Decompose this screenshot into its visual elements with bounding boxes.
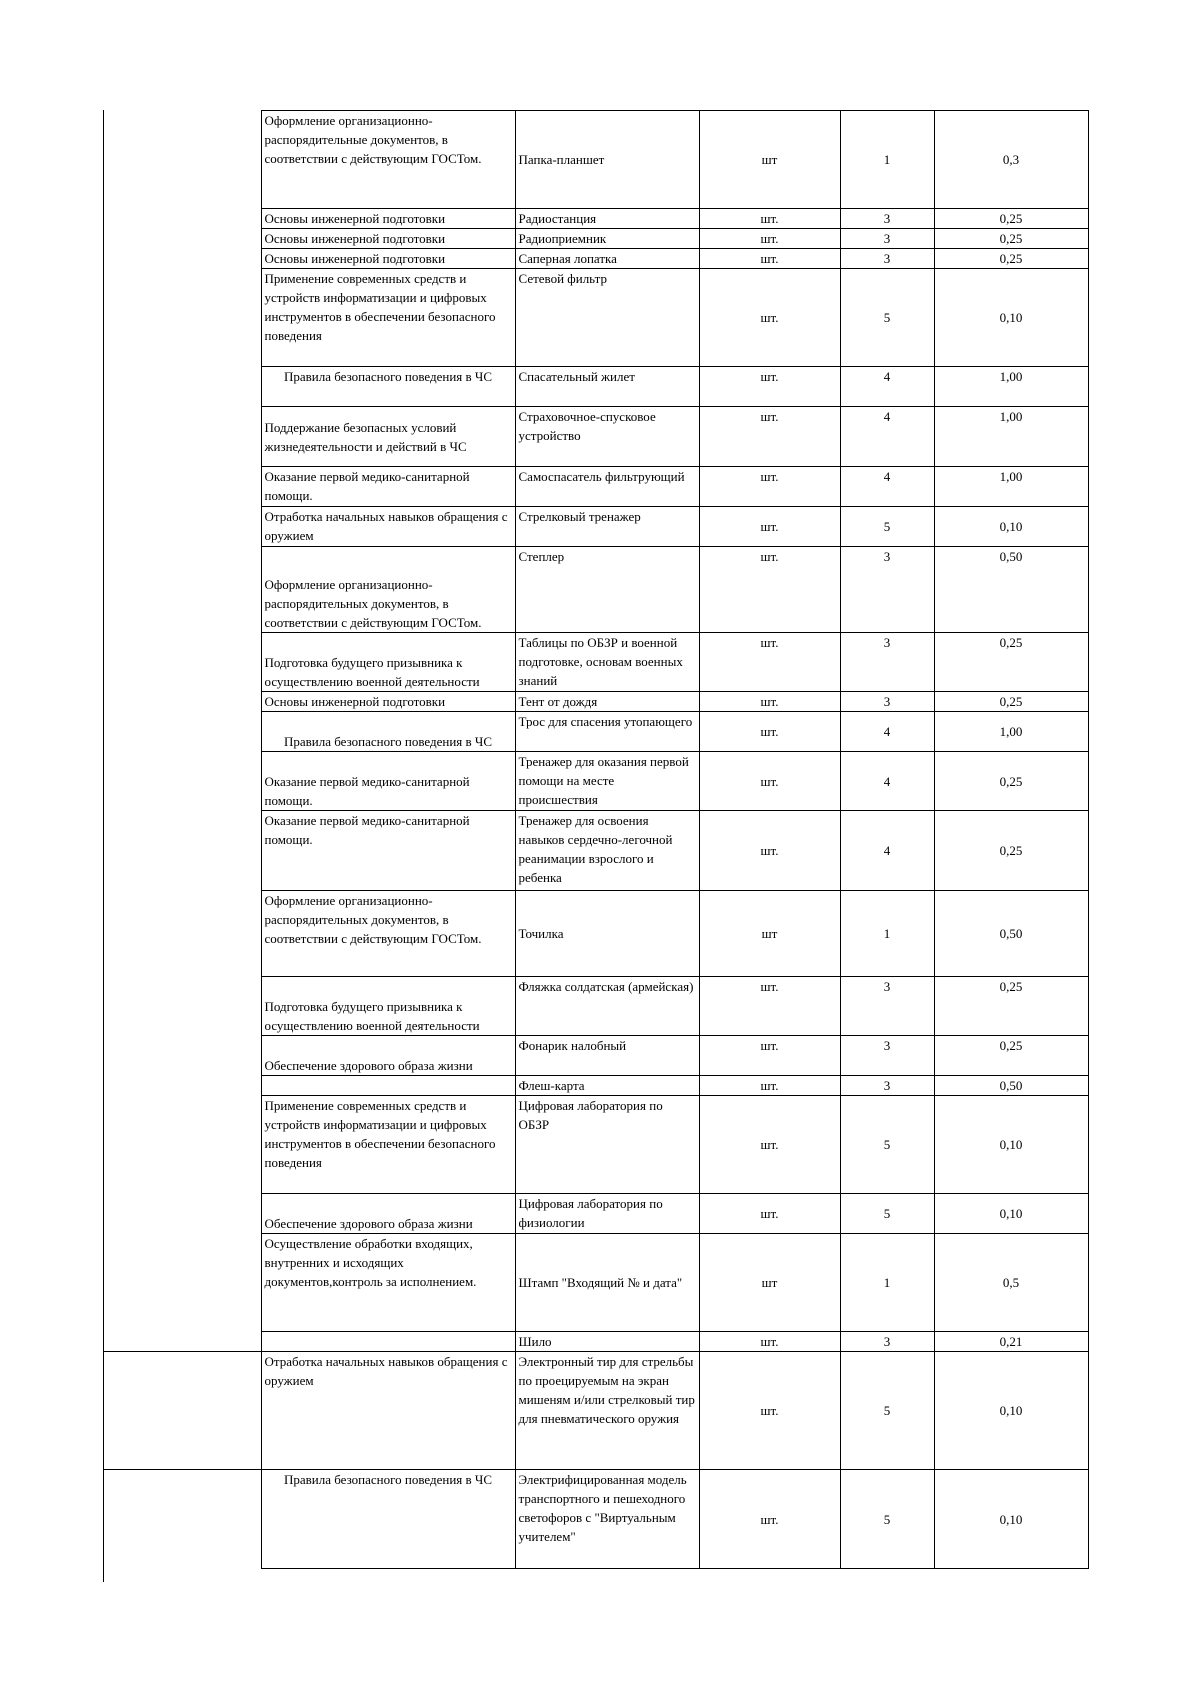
item-name-cell: Точилка [515,891,699,977]
unit-cell: шт [699,1234,840,1332]
value-cell: 0,10 [934,507,1088,547]
value-cell: 0,25 [934,752,1088,811]
row-margin-cell [103,712,261,752]
item-name-cell: Стрелковый тренажер [515,507,699,547]
table-row [103,229,1088,249]
quantity-cell: 3 [840,633,934,692]
row-margin-cell [103,752,261,811]
topic-cell: Подготовка будущего призывника к осуществлению военной деятельности [261,977,515,1036]
row-margin-cell [103,467,261,507]
table-row [103,1470,1088,1569]
row-margin-cell [103,249,261,269]
value-cell: 0,25 [934,229,1088,249]
quantity-cell: 5 [840,1352,934,1470]
item-name-cell: Радиоприемник [515,229,699,249]
row-margin-cell [103,1234,261,1332]
quantity-cell: 5 [840,269,934,367]
unit-cell: шт. [699,1470,840,1569]
quantity-cell: 1 [840,891,934,977]
value-cell: 0,10 [934,1194,1088,1234]
table-row [103,811,1088,891]
topic-cell: Правила безопасного поведения в ЧС [261,712,515,752]
quantity-cell: 5 [840,1194,934,1234]
item-name-cell: Степлер [515,547,699,633]
table-row [103,1352,1088,1470]
row-margin-cell [103,1194,261,1234]
value-cell: 1,00 [934,712,1088,752]
topic-cell: Правила безопасного поведения в ЧС [261,367,515,407]
unit-cell: шт. [699,407,840,467]
unit-cell: шт. [699,209,840,229]
item-name-cell: Тент от дождя [515,692,699,712]
value-cell: 1,00 [934,367,1088,407]
quantity-cell: 5 [840,1470,934,1569]
item-name-cell: Цифровая лаборатория по физиологии [515,1194,699,1234]
quantity-cell: 3 [840,1036,934,1076]
item-name-cell: Саперная лопатка [515,249,699,269]
topic-cell: Осуществление обработки входящих, внутренних и исходящих документов,контроль за исполнением. [261,1234,515,1332]
row-margin-cell [103,891,261,977]
quantity-cell: 3 [840,547,934,633]
topic-cell: Отработка начальных навыков обращения с оружием [261,507,515,547]
table-row [103,1234,1088,1332]
item-name-cell: Сетевой фильтр [515,269,699,367]
unit-cell: шт. [699,811,840,891]
unit-cell: шт [699,111,840,209]
table-row [103,507,1088,547]
value-cell: 0,5 [934,1234,1088,1332]
quantity-cell: 1 [840,111,934,209]
item-name-cell: Штамп "Входящий № и дата" [515,1234,699,1332]
unit-cell: шт. [699,1332,840,1352]
quantity-cell: 3 [840,1076,934,1096]
quantity-cell: 4 [840,811,934,891]
item-name-cell: Флеш-карта [515,1076,699,1096]
topic-cell: Основы инженерной подготовки [261,692,515,712]
topic-cell: Поддержание безопасных условий жизнедеятельности и действий в ЧС [261,407,515,467]
row-margin-cell [103,209,261,229]
unit-cell: шт. [699,1076,840,1096]
row-margin-cell [103,1332,261,1352]
unit-cell: шт. [699,1096,840,1194]
value-cell: 0,50 [934,891,1088,977]
table-row [103,1076,1088,1096]
table-row [103,547,1088,633]
table-row [103,1036,1088,1076]
topic-cell: Основы инженерной подготовки [261,209,515,229]
topic-cell: Оформление организационно-распорядительных документов, в соответствии с действующим ГОСТом. [261,891,515,977]
item-name-cell: Радиостанция [515,209,699,229]
unit-cell: шт. [699,507,840,547]
topic-cell: Применение современных средств и устройств информатизации и цифровых инструментов в обеспечении безопасного поведения [261,1096,515,1194]
topic-cell: Подготовка будущего призывника к осуществлению военной деятельности [261,633,515,692]
unit-cell: шт. [699,633,840,692]
quantity-cell: 4 [840,367,934,407]
topic-cell: Оформление организационно-распорядительных документов, в соответствии с действующим ГОСТом. [261,547,515,633]
value-cell: 0,25 [934,811,1088,891]
topic-cell: Обеспечение здорового образа жизни [261,1036,515,1076]
unit-cell: шт. [699,692,840,712]
table-row [103,269,1088,367]
value-cell: 0,25 [934,692,1088,712]
value-cell: 0,25 [934,633,1088,692]
row-margin-cell [103,977,261,1036]
quantity-cell: 3 [840,692,934,712]
item-name-cell: Страховочное-спусковое устройство [515,407,699,467]
row-margin-cell [103,547,261,633]
value-cell: 0,10 [934,1352,1088,1470]
value-cell: 0,25 [934,209,1088,229]
quantity-cell: 4 [840,712,934,752]
item-name-cell: Цифровая лаборатория по ОБЗР [515,1096,699,1194]
quantity-cell: 5 [840,507,934,547]
topic-cell: Оказание первой медико-санитарной помощи. [261,752,515,811]
table-row [103,407,1088,467]
unit-cell: шт. [699,249,840,269]
value-cell: 0,25 [934,1036,1088,1076]
quantity-cell: 4 [840,407,934,467]
topic-cell: Применение современных средств и устройств информатизации и цифровых инструментов в обеспечении безопасного поведения [261,269,515,367]
unit-cell: шт. [699,229,840,249]
row-margin-cell [103,1470,261,1569]
value-cell: 0,3 [934,111,1088,209]
topic-cell: Основы инженерной подготовки [261,229,515,249]
value-cell: 0,25 [934,249,1088,269]
unit-cell: шт. [699,367,840,407]
row-margin-cell [103,111,261,209]
item-name-cell: Фонарик налобный [515,1036,699,1076]
topic-cell: Правила безопасного поведения в ЧС [261,1470,515,1569]
table-row [103,692,1088,712]
quantity-cell: 1 [840,1234,934,1332]
table-row [103,1194,1088,1234]
unit-cell: шт. [699,467,840,507]
row-margin-cell [103,633,261,692]
topic-cell: Обеспечение здорового образа жизни [261,1194,515,1234]
item-name-cell: Электронный тир для стрельбы по проецируемым на экран мишеням и/или стрелковый тир для пневматического оружия [515,1352,699,1470]
row-margin-cell [103,1076,261,1096]
quantity-cell: 3 [840,1332,934,1352]
unit-cell: шт. [699,547,840,633]
item-name-cell: Трос для спасения утопающего [515,712,699,752]
equipment-table [103,110,1089,1569]
row-margin-cell [103,1352,261,1470]
table-row [103,633,1088,692]
unit-cell: шт. [699,752,840,811]
row-margin-cell [103,811,261,891]
unit-cell: шт. [699,1194,840,1234]
quantity-cell: 3 [840,249,934,269]
quantity-cell: 4 [840,752,934,811]
quantity-cell: 3 [840,977,934,1036]
value-cell: 0,25 [934,977,1088,1036]
value-cell: 0,50 [934,1076,1088,1096]
table-row [103,752,1088,811]
topic-cell [261,1332,515,1352]
topic-cell: Оформление организационно-распорядительные документов, в соответствии с действующим ГОСТом. [261,111,515,209]
item-name-cell: Папка-планшет [515,111,699,209]
topic-cell: Отработка начальных навыков обращения с оружием [261,1352,515,1470]
table-row [103,249,1088,269]
table-row [103,467,1088,507]
row-margin-cell [103,367,261,407]
table-row [103,111,1088,209]
table-row [103,367,1088,407]
table-row [103,1332,1088,1352]
unit-cell: шт. [699,712,840,752]
value-cell: 1,00 [934,407,1088,467]
item-name-cell: Самоспасатель фильтрующий [515,467,699,507]
topic-cell [261,1076,515,1096]
unit-cell: шт [699,891,840,977]
table-row [103,712,1088,752]
row-margin-cell [103,1036,261,1076]
unit-cell: шт. [699,269,840,367]
row-margin-cell [103,407,261,467]
quantity-cell: 5 [840,1096,934,1194]
value-cell: 0,10 [934,1470,1088,1569]
table-row [103,1096,1088,1194]
topic-cell: Оказание первой медико-санитарной помощи. [261,467,515,507]
table-row [103,891,1088,977]
item-name-cell: Тренажер для освоения навыков сердечно-легочной реанимации взрослого и ребенка [515,811,699,891]
quantity-cell: 3 [840,229,934,249]
value-cell: 0,21 [934,1332,1088,1352]
item-name-cell: Электрифицированная модель транспортного и пешеходного светофоров с "Виртуальным учителем" [515,1470,699,1569]
row-margin-cell [103,507,261,547]
unit-cell: шт. [699,1352,840,1470]
unit-cell: шт. [699,977,840,1036]
row-margin-cell [103,692,261,712]
item-name-cell: Таблицы по ОБЗР и военной подготовке, основам военных знаний [515,633,699,692]
value-cell: 0,10 [934,269,1088,367]
table-row [103,209,1088,229]
item-name-cell: Тренажер для оказания первой помощи на месте происшествия [515,752,699,811]
table-row [103,977,1088,1036]
item-name-cell: Фляжка солдатская (армейская) [515,977,699,1036]
row-margin-cell [103,1096,261,1194]
row-margin-cell [103,229,261,249]
topic-cell: Оказание первой медико-санитарной помощи. [261,811,515,891]
quantity-cell: 3 [840,209,934,229]
unit-cell: шт. [699,1036,840,1076]
topic-cell: Основы инженерной подготовки [261,249,515,269]
row-margin-cell [103,269,261,367]
item-name-cell: Спасательный жилет [515,367,699,407]
value-cell: 1,00 [934,467,1088,507]
quantity-cell: 4 [840,467,934,507]
item-name-cell: Шило [515,1332,699,1352]
value-cell: 0,50 [934,547,1088,633]
value-cell: 0,10 [934,1096,1088,1194]
